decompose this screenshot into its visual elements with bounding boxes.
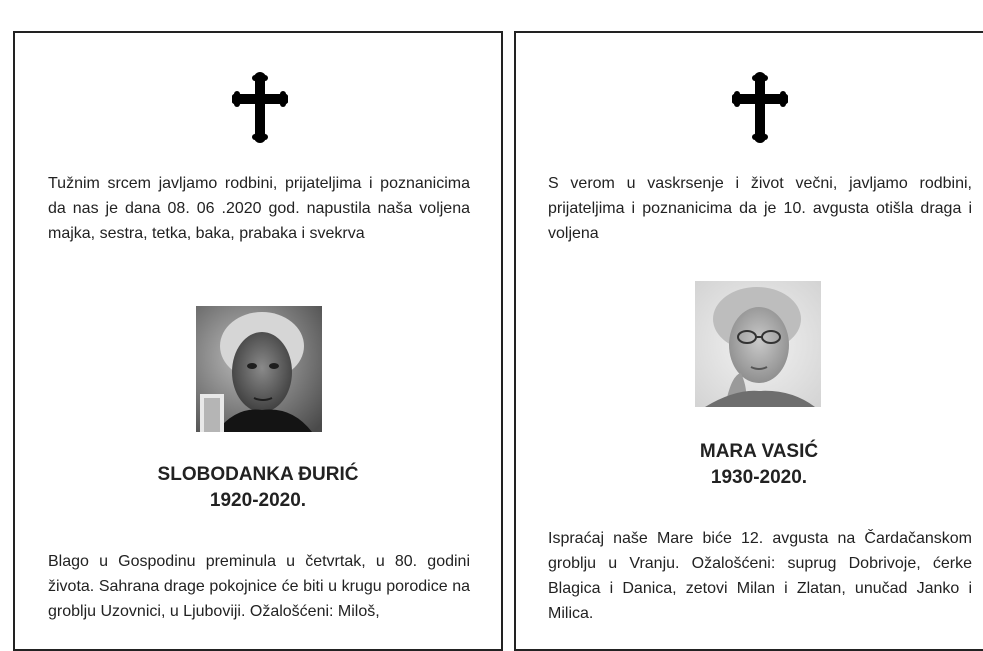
deceased-name-block xyxy=(15,462,501,514)
obituary-intro-text: Tužnim srcem javljamo rodbini, prijateljima i poznanicima da nas je dana 08. 06 .2020 god. napustila naša voljena majka, sestra, tetka, baka, prabaka i svekrva xyxy=(48,175,470,242)
deceased-years: 1920-2020. xyxy=(209,490,307,511)
obituary-intro-text: S verom u vaskrsenje i život večni, javljamo rodbini, prijateljima i poznanicima da je 10. avgusta otišla draga i voljena xyxy=(548,175,972,242)
obituary-card-1 xyxy=(13,31,503,651)
deceased-years: 1930-2020. xyxy=(710,467,808,488)
deceased-name-block xyxy=(516,439,983,491)
deceased-photo xyxy=(695,281,821,407)
obituary-card-2 xyxy=(514,31,983,651)
orthodox-cross-icon xyxy=(732,72,788,144)
orthodox-cross-icon xyxy=(232,72,288,144)
deceased-name: MARA VASIĆ xyxy=(699,441,819,462)
obituary-body-text: Blago u Gospodinu preminula u četvrtak, u 80. godini života. Sahrana drage pokojnice će biti u krugu porodice na groblju Uzovnici, u Ljuboviji. Ožalošćeni: Miloš, xyxy=(48,553,470,620)
obituary-body-text: Ispraćaj naše Mare biće 12. avgusta na Čardačanskom groblju u Vranju. Ožalošćeni: suprug Dobrivoje, ćerke Blagica i Danica, zetovi Milan i Zlatan, unučad Janko i Milica. xyxy=(548,530,972,622)
deceased-photo xyxy=(196,306,322,432)
deceased-name: SLOBODANKA ĐURIĆ xyxy=(157,464,359,485)
